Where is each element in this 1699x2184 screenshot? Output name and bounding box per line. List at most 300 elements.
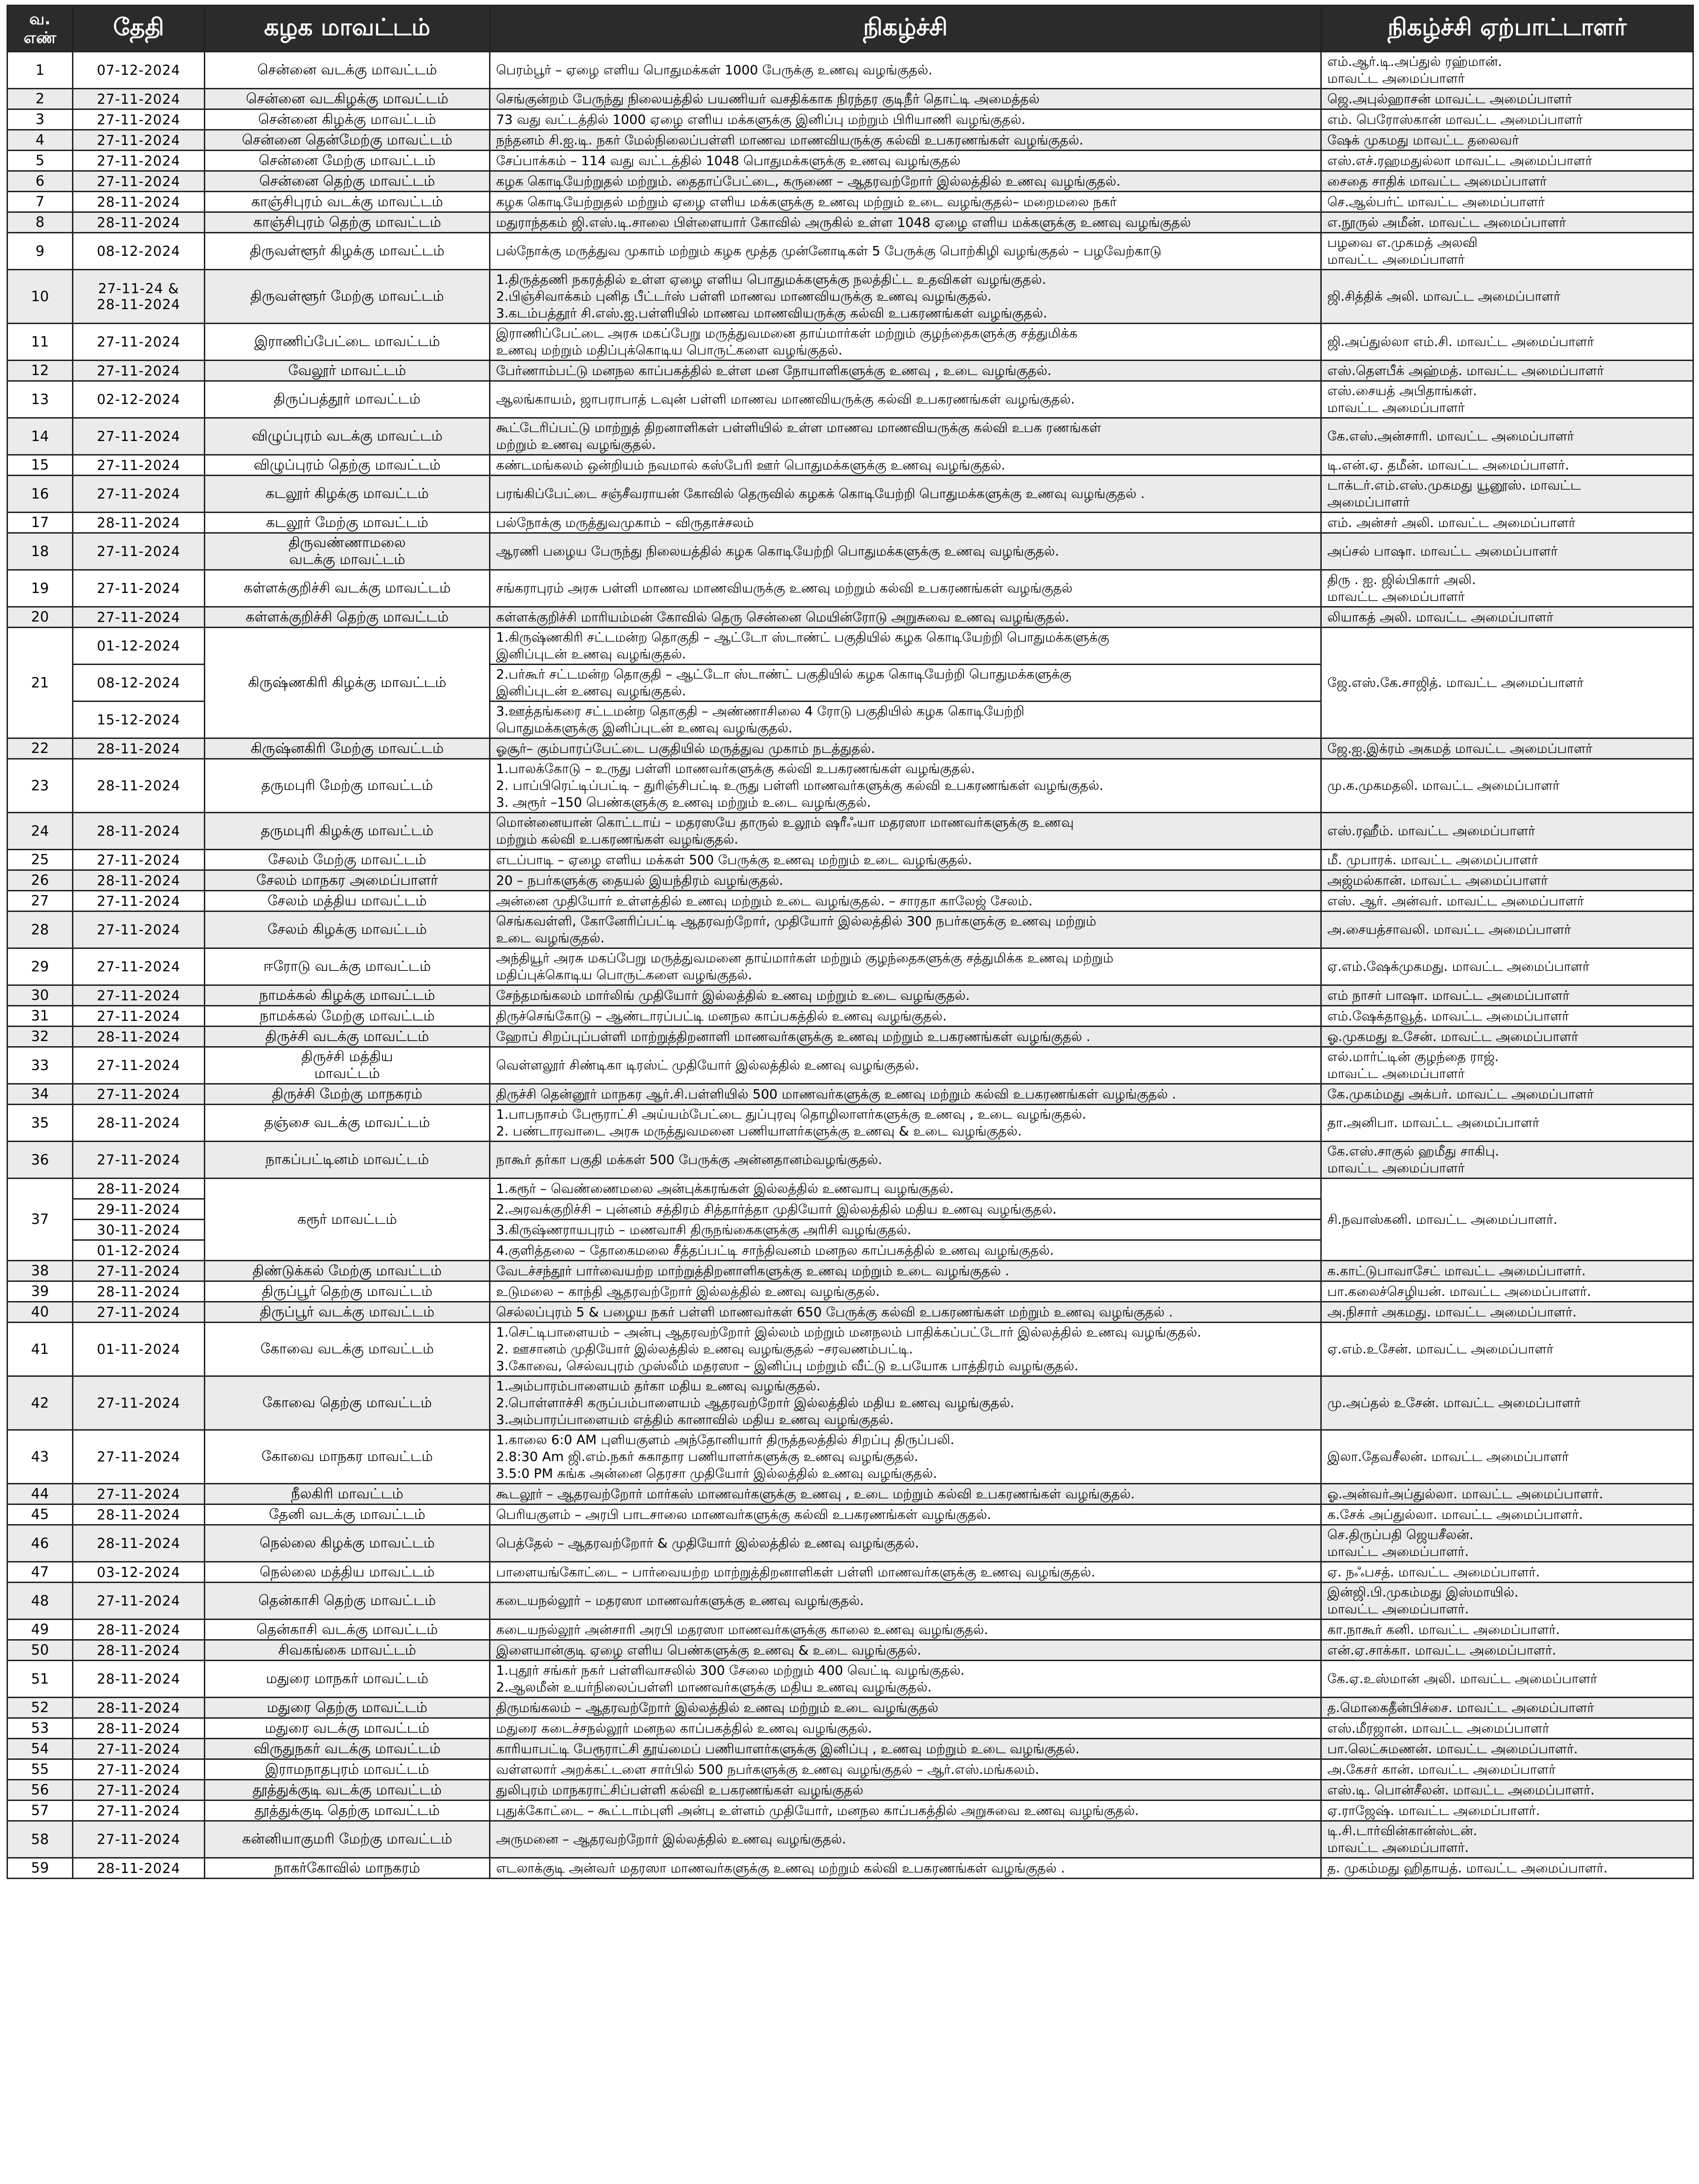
cell-line: திருமங்கலம் – ஆதரவற்றோர் இல்லத்தில் உணவு மற்றும் உடை வழங்குதல் (496, 1699, 938, 1715)
event-date (73, 1620, 205, 1640)
table-row (7, 1179, 1693, 1199)
cell-line: ஏ. நஃபசத். மாவட்ட அமைப்பாளர். (1327, 1564, 1540, 1580)
event-description (490, 738, 1321, 759)
event-description (490, 1240, 1321, 1261)
cell-line: தேனி வடக்கு மாவட்டம் (269, 1506, 425, 1523)
cell-line: எஸ். ஆர். அன்வர். மாவட்ட அமைப்பாளர் (1327, 893, 1584, 909)
cell-line: க.காட்டுபாவாசேட் மாவட்ட அமைப்பாளர். (1327, 1263, 1586, 1279)
table-row (7, 361, 1693, 381)
cell-line: திருப்பத்தூர் மாவட்டம் (274, 391, 421, 407)
cell-line: எம். பெரோஸ்கான் மாவட்ட அமைப்பாளர் (1327, 111, 1583, 127)
cell-line: செங்குன்றம் பேருந்து நிலையத்தில் பயணியர் வசதிக்காக நிரந்தர குடிநீர் தொட்டி அமைத்தல் (496, 91, 1040, 107)
table-row (7, 192, 1693, 212)
district-name (205, 1801, 490, 1821)
event-date (73, 212, 205, 233)
cell-line: எம்.ஆர்.டி.அப்துல் ரஹ்மான். (1327, 54, 1502, 69)
cell-line: எஸ்.ரஹீம். மாவட்ட அமைப்பாளர் (1327, 823, 1535, 839)
cell-line: 27-11-2024 (97, 91, 180, 107)
district-name (205, 1620, 490, 1640)
district-name (205, 1376, 490, 1430)
cell-line: 27-11-2024 (97, 893, 180, 909)
event-date (73, 418, 205, 455)
table-row (7, 1261, 1693, 1281)
table-row (7, 985, 1693, 1006)
cell-line: மற்றும் கல்வி உபகரணங்கள் வழங்குதல். (496, 832, 739, 847)
district-name (205, 570, 490, 607)
cell-line: இளையான்குடி ஏழை எளிய பெண்களுக்கு உணவு & உடை வழங்குதல். (496, 1642, 921, 1658)
event-date (73, 233, 205, 270)
cell-line: நாகப்பட்டினம் மாவட்டம் (265, 1151, 429, 1168)
cell-line: ஏ.ராஜேஷ். மாவட்ட அமைப்பாளர். (1327, 1802, 1540, 1818)
district-name (205, 233, 490, 270)
cell-line: சென்னை வடக்கு மாவட்டம் (257, 62, 437, 78)
cell-line: 3.கடம்பத்தூர் சி.எஸ்.ஐ.பள்ளியில் மாணவ மாணவியருக்கு கல்வி உபகரணங்கள் வழங்குதல். (496, 305, 1047, 321)
row-number: 33 (7, 1047, 73, 1084)
event-date (73, 1698, 205, 1718)
row-number: 9 (7, 233, 73, 270)
cell-line: அமைப்பாளர் (1327, 494, 1410, 510)
cell-line: 27-11-2024 (97, 111, 180, 128)
cell-line: ஏ.எம்.ஷேக்முகமது. மாவட்ட அமைப்பாளர் (1327, 959, 1590, 974)
row-number: 32 (7, 1027, 73, 1047)
row-number: 45 (7, 1504, 73, 1525)
row-number: 41 (7, 1323, 73, 1376)
cell-line: சேலம் கிழக்கு மாவட்டம் (267, 921, 427, 938)
event-organizer (1321, 1430, 1693, 1484)
cell-line: பெரம்பூர் – ஏழை எளிய பொதுமக்கள் 1000 பேருக்கு உணவு வழங்குதல். (496, 62, 933, 78)
event-description (490, 1323, 1321, 1376)
cell-line: பழவை எ.முகமத் அலவி (1327, 235, 1478, 250)
row-number: 40 (7, 1302, 73, 1323)
event-description (490, 665, 1321, 701)
event-description (490, 89, 1321, 109)
table-row (7, 1323, 1693, 1376)
cell-line: கன்னியாகுமரி மேற்கு மாவட்டம் (242, 1831, 453, 1847)
cell-line: 28-11-2024 (97, 514, 180, 531)
row-number: 43 (7, 1430, 73, 1484)
cell-line: சங்கராபுரம் அரசு பள்ளி மாணவ மாணவியருக்கு உணவு மற்றும் கல்வி உபகரணங்கள் வழங்குதல் (496, 580, 1073, 596)
cell-line: 27-11-2024 (97, 457, 180, 473)
event-description (490, 418, 1321, 455)
cell-line: ஆலங்காயம், ஜாபராபாத் டவுன் பள்ளி மாணவ மாணவியருக்கு கல்வி உபகரணங்கள் வழங்குதல். (496, 391, 1075, 407)
cell-line: 3.கிருஷ்ணராயபுரம் – மணவாசி திருநங்கைகளுக்கு அரிசி வழங்குதல். (496, 1222, 912, 1237)
district-name (205, 948, 490, 985)
event-description (490, 1376, 1321, 1430)
cell-line: சேலம் மத்திய மாவட்டம் (267, 892, 427, 909)
cell-line: 2.பொள்ளாச்சி கருப்பம்பாளையம் ஆதரவற்றோர் இல்லத்தில் மதிய உணவு வழங்குதல். (496, 1395, 1015, 1410)
table-row (7, 1006, 1693, 1027)
event-description (490, 813, 1321, 850)
event-organizer (1321, 1323, 1693, 1376)
event-organizer (1321, 607, 1693, 628)
cell-line: செ.ஆல்பர்ட் மாவட்ட அமைப்பாளர் (1327, 194, 1545, 210)
district-name (205, 171, 490, 192)
event-organizer (1321, 1027, 1693, 1047)
cell-line: எஸ்.சையத் அபிதாங்கள். (1327, 383, 1477, 398)
cell-line: 27-11-2024 (97, 922, 180, 938)
row-number: 6 (7, 171, 73, 192)
event-description (490, 1504, 1321, 1525)
cell-line: 27-11-2024 (97, 852, 180, 868)
cell-line: நாமக்கல் மேற்கு மாவட்டம் (259, 1007, 435, 1024)
cell-line: 27-11-2024 (97, 1449, 180, 1465)
cell-line: எம். அன்சர் அலி. மாவட்ட அமைப்பாளர் (1327, 514, 1576, 530)
cell-line: மு.அப்தல் உசேன். மாவட்ட அமைப்பாளர் (1327, 1395, 1581, 1410)
event-description (490, 1484, 1321, 1504)
event-date (73, 109, 205, 130)
cell-line: கள்ளக்குறிச்சி மாரியம்மன் கோவில் தெரு சென்னை மெயின்ரோடு அறுசுவை உணவு வழங்குதல். (496, 609, 1069, 625)
cell-line: திரு . ஐ. ஜில்பிகார் அலி. (1327, 572, 1476, 587)
event-description (490, 1562, 1321, 1583)
table-row (7, 738, 1693, 759)
event-organizer (1321, 870, 1693, 891)
event-organizer (1321, 1780, 1693, 1801)
row-number: 54 (7, 1739, 73, 1759)
district-name (205, 192, 490, 212)
event-description (490, 607, 1321, 628)
cell-line: கூட்டேரிப்பட்டு மாற்றுத் திறனாளிகள் பள்ளியில் உள்ள மாணவ மாணவியருக்கு கல்வி உபக ரணங்கள் (496, 420, 1101, 435)
event-description (490, 628, 1321, 665)
event-organizer (1321, 813, 1693, 850)
cell-line: கே.எஸ்.சாகுல் ஹமீது சாகிபு. (1327, 1143, 1499, 1159)
cell-line: விழுப்புரம் வடக்கு மாவட்டம் (252, 428, 443, 444)
row-number: 22 (7, 738, 73, 759)
event-date (73, 1562, 205, 1583)
district-name (205, 418, 490, 455)
cell-line: 73 வது வட்டத்தில் 1000 ஏழை எளிய மக்களுக்கு இனிப்பு மற்றும் பிரியாணி வழங்குதல். (496, 111, 1026, 127)
event-date (73, 1504, 205, 1525)
event-date (73, 455, 205, 476)
event-description (490, 1801, 1321, 1821)
row-number: 31 (7, 1006, 73, 1027)
cell-line: 2.பர்கூர் சட்டமன்ற தொகுதி – ஆட்டோ ஸ்டாண்ட் பகுதியில் கழக கொடியேற்றி பொதுமக்களுக்கு (496, 666, 1072, 682)
row-number: 8 (7, 212, 73, 233)
cell-line: செங்கவள்ளி, கோனேரிப்பட்டி ஆதரவற்றோர், முதியோர் இல்லத்தில் 300 நபர்களுக்கு உணவு மற்றும் (496, 913, 1096, 929)
cell-line: கண்டமங்கலம் ஒன்றியம் நவமால் கஸ்பேரி ஊர் பொதுமக்களுக்கு உணவு வழங்குதல். (496, 457, 1006, 473)
event-description (490, 1821, 1321, 1858)
table-row (7, 870, 1693, 891)
event-organizer (1321, 891, 1693, 911)
table-row (7, 151, 1693, 171)
event-organizer (1321, 1640, 1693, 1661)
row-number: 37 (7, 1179, 73, 1261)
cell-line: ஆரணி பழைய பேருந்து நிலையத்தில் கழக கொடியேற்றி பொதுமக்களுக்கு உணவு வழங்குதல். (496, 543, 1059, 559)
cell-line: நீலகிரி மாவட்டம் (291, 1485, 403, 1502)
table-row (7, 1620, 1693, 1640)
cell-line: சென்னை வடகிழக்கு மாவட்டம் (245, 90, 448, 107)
table-row (7, 1281, 1693, 1302)
cell-line: எஸ்.தௌபீக் அஹ்மத். மாவட்ட அமைப்பாளர் (1327, 362, 1604, 378)
table-row (7, 607, 1693, 628)
event-description (490, 911, 1321, 948)
event-organizer (1321, 1261, 1693, 1281)
cell-line: மாவட்ட அமைப்பாளர். (1327, 1840, 1469, 1855)
district-name (205, 1261, 490, 1281)
row-number: 27 (7, 891, 73, 911)
cell-line: கோவை வடக்கு மாவட்டம் (260, 1341, 434, 1357)
district-name (205, 850, 490, 870)
cell-line: 1.புதூர் சங்கர் நகர் பள்ளிவாசலில் 300 சேலை மற்றும் 400 வெட்டி வழங்குதல். (496, 1663, 965, 1678)
event-description (490, 850, 1321, 870)
event-date (73, 1484, 205, 1504)
cell-line: எடலாக்குடி அன்வர் மதரஸா மாணவர்களுக்கு உணவு மற்றும் கல்வி உபகரணங்கள் வழங்குதல் . (496, 1860, 1065, 1876)
district-name (205, 109, 490, 130)
cell-line: கோவை தெற்கு மாவட்டம் (262, 1395, 432, 1411)
event-date: 30-11-2024 (73, 1220, 205, 1240)
table-body (7, 52, 1693, 1879)
event-organizer (1321, 1858, 1693, 1879)
district-name (205, 1179, 490, 1261)
row-number: 18 (7, 533, 73, 570)
event-description (490, 759, 1321, 813)
cell-line: உடுமலை – காந்தி ஆதரவற்றோர் இல்லத்தில் உணவு வழங்குதல். (496, 1283, 880, 1299)
cell-line: நெல்லை மத்திய மாவட்டம் (259, 1563, 435, 1580)
cell-line: சென்னை தென்மேற்கு மாவட்டம் (242, 131, 453, 148)
event-organizer (1321, 985, 1693, 1006)
cell-line: ஜெ.அபுல்ஹாசன் மாவட்ட அமைப்பாளர் (1327, 91, 1572, 107)
cell-line: 1.கிருஷ்ணகிரி சட்டமன்ற தொகுதி – ஆட்டோ ஸ்டாண்ட் பகுதியில் கழக கொடியேற்றி பொதுமக்களுக்கு (496, 629, 1109, 645)
cell-line: திருச்சி மேற்கு மாநகரம் (272, 1085, 423, 1102)
cell-line: காஞ்சிபுரம் வடக்கு மாவட்டம் (251, 193, 443, 210)
event-date (73, 1261, 205, 1281)
event-organizer (1321, 212, 1693, 233)
cell-line: 28-11-2024 (97, 1535, 180, 1551)
event-description (490, 1199, 1321, 1220)
event-organizer (1321, 270, 1693, 324)
cell-line: ஈரோடு வடக்கு மாவட்டம் (263, 958, 431, 975)
cell-line: மாவட்ட அமைப்பாளர் (1327, 1066, 1465, 1081)
cell-line: அ.நிசார் அகமது. மாவட்ட அமைப்பாளர். (1327, 1304, 1577, 1320)
cell-line: 1.பாபநாசம் பேரூராட்சி அய்யம்பேட்டை துப்புரவு தொழிலாளர்களுக்கு உணவு , உடை வழங்குதல். (496, 1106, 1087, 1122)
district-name (205, 1583, 490, 1620)
cell-line: எஸ்.டி. பொன்சீலன். மாவட்ட அமைப்பாளர். (1327, 1782, 1595, 1798)
table-row (7, 1376, 1693, 1430)
cell-line: 2. பண்டாரவாடை அரசு மருத்துவமனை பணியாளர்களுக்கு உணவு & உடை வழங்குதல். (496, 1123, 1022, 1139)
table-row (7, 1801, 1693, 1821)
cell-line: 27-11-2024 (97, 132, 180, 148)
event-organizer (1321, 1620, 1693, 1640)
cell-line: அஜ்மல்கான். மாவட்ட அமைப்பாளர் (1327, 872, 1548, 888)
row-number: 4 (7, 130, 73, 151)
row-number: 7 (7, 192, 73, 212)
cell-line: கள்ளக்குறிச்சி வடக்கு மாவட்டம் (244, 580, 451, 596)
event-description (490, 130, 1321, 151)
cell-line: ஷேக் முகமது மாவட்ட தலைவர் (1327, 132, 1519, 148)
cell-line: கடையநல்லூர் அன்சாரி அரபி மதரஸா மாணவர்களுக்கு காலை உணவு வழங்குதல். (496, 1621, 988, 1637)
district-name (205, 1105, 490, 1142)
cell-line: 3.அம்பாரப்பாளையம் எத்திம் கானாவில் மதிய உணவு வழங்குதல். (496, 1412, 894, 1427)
cell-line: திருவள்ளூர் கிழக்கு மாவட்டம் (250, 243, 445, 259)
cell-line: 27-11-2024 (97, 1802, 180, 1819)
cell-line: 27-11-24 & (98, 281, 180, 297)
cell-line: 28-11-2024 (97, 1671, 180, 1687)
table-row (7, 1430, 1693, 1484)
cell-line: உணவு மற்றும் மதிப்புக்கொடிய பொருட்களை வழங்குதல். (496, 342, 842, 358)
table-row (7, 1698, 1693, 1718)
cell-line: 2.பிஞ்சிவாக்கம் புனித பீட்டர்ஸ் பள்ளி மாணவ மாணவியருக்கு உணவு வழங்குதல். (496, 289, 992, 304)
cell-line: கிருஷ்ணகிரி கிழக்கு மாவட்டம் (248, 674, 446, 691)
table-row (7, 1821, 1693, 1858)
event-date: 29-11-2024 (73, 1199, 205, 1220)
cell-line: 20 – நபர்களுக்கு தையல் இயந்திரம் வழங்குதல். (496, 872, 784, 888)
table-row (7, 1525, 1693, 1562)
table-row (7, 1583, 1693, 1620)
event-description (490, 1739, 1321, 1759)
cell-line: இனிப்புடன் உணவு வழங்குதல். (496, 683, 686, 699)
cell-line: 28-11-2024 (97, 872, 180, 889)
event-date (73, 1801, 205, 1821)
cell-line: புதுக்கோட்டை – கூட்டாம்புளி அன்பு உள்ளம் முதியோர், மனநல காப்பகத்தில் அறுசுவை உணவு வழங்குதல். (496, 1802, 1139, 1818)
cell-line: நாமக்கல் கிழக்கு மாவட்டம் (259, 987, 435, 1004)
cell-line: தென்காசி வடக்கு மாவட்டம் (256, 1621, 438, 1638)
event-description (490, 1583, 1321, 1620)
row-number: 11 (7, 324, 73, 361)
district-name (205, 1661, 490, 1698)
table-row (7, 513, 1693, 533)
header-date: தேதி (73, 6, 205, 52)
event-date (73, 850, 205, 870)
cell-line: மாவட்ட அமைப்பாளர் (1327, 71, 1465, 86)
event-organizer (1321, 151, 1693, 171)
cell-line: 27-11-2024 (97, 1395, 180, 1411)
table-row (7, 1718, 1693, 1739)
event-organizer (1321, 130, 1693, 151)
cell-line: ஜி.சித்திக் அலி. மாவட்ட அமைப்பாளர் (1327, 289, 1561, 304)
cell-line: சேலம் மேற்கு மாவட்டம் (268, 851, 426, 868)
event-description (490, 533, 1321, 570)
cell-line: அ.சையத்சாவலி. மாவட்ட அமைப்பாளர் (1327, 922, 1571, 937)
event-organizer (1321, 381, 1693, 418)
district-name (205, 1525, 490, 1562)
table-row (7, 130, 1693, 151)
cell-line: கழக கொடியேற்றுதல் மற்றும் ஏழை எளிய மக்களுக்கு உணவு மற்றும் உடை வழங்குதல்– மறைமலை நகர் (496, 194, 1117, 210)
event-organizer (1321, 850, 1693, 870)
cell-line: கோவை மாநகர மாவட்டம் (261, 1448, 433, 1465)
event-schedule-page (7, 5, 1692, 1879)
district-name (205, 1323, 490, 1376)
event-date (73, 1281, 205, 1302)
cell-line: கா.நாகூர் கனி. மாவட்ட அமைப்பாளர். (1327, 1621, 1560, 1637)
district-name (205, 513, 490, 533)
cell-line: 1.அம்பாரம்பாளையம் தர்கா மதிய உணவு வழங்குதல். (496, 1378, 821, 1394)
cell-line: திருவள்ளூர் மேற்கு மாவட்டம் (250, 288, 444, 304)
cell-line: 27-11-2024 (97, 543, 180, 559)
event-description (490, 1858, 1321, 1879)
event-organizer (1321, 1142, 1693, 1179)
event-date (73, 1640, 205, 1661)
cell-line: நந்தனம் சி.ஐ.டி. நகர் மேல்நிலைப்பள்ளி மாணவ மாணவியருக்கு கல்வி உபகரணங்கள் வழங்குதல். (496, 132, 1084, 148)
event-description (490, 1698, 1321, 1718)
cell-line: திண்டுக்கல் மேற்கு மாவட்டம் (252, 1262, 442, 1279)
cell-line: எஸ்.எச்.ரஹமதுல்லா மாவட்ட அமைப்பாளர் (1327, 152, 1592, 168)
cell-line: திருப்பூர் தெற்கு மாவட்டம் (261, 1283, 433, 1300)
cell-line: பாளையங்கோட்டை – பார்வையற்ற மாற்றுத்திறனாளிகள் பள்ளி மாணவர்களுக்கு உணவு வழங்குதல். (496, 1564, 1095, 1580)
district-name (205, 1780, 490, 1801)
row-number: 29 (7, 948, 73, 985)
cell-line: எல்.மார்ட்டின் குழந்தை ராஜ். (1327, 1049, 1499, 1064)
cell-line: மதுரை தெற்கு மாவட்டம் (266, 1699, 428, 1716)
cell-line: ஜே.ஐ.இக்ரம் அகமத் மாவட்ட அமைப்பாளர் (1327, 740, 1593, 756)
cell-line: 27-11-2024 (97, 1263, 180, 1279)
cell-line: கடையநல்லூர் – மதரஸா மாணவர்களுக்கு உணவு வழங்குதல். (496, 1593, 864, 1608)
event-description (490, 1780, 1321, 1801)
event-date (73, 1739, 205, 1759)
row-number: 15 (7, 455, 73, 476)
cell-line: ஓ.முகமது உசேன். மாவட்ட அமைப்பாளர் (1327, 1028, 1578, 1044)
row-number: 35 (7, 1105, 73, 1142)
table-row (7, 418, 1693, 455)
table-row (7, 891, 1693, 911)
cell-line: 08-12-2024 (97, 243, 180, 259)
event-organizer (1321, 1084, 1693, 1105)
cell-line: பரங்கிப்பேட்டை சஞ்சீவராயன் கோவில் தெருவில் கழகக் கொடியேற்றி பொதுமக்களுக்கு உணவு வழங்குதல் . (496, 486, 1145, 501)
district-name (205, 270, 490, 324)
table-row (7, 533, 1693, 570)
district-name (205, 381, 490, 418)
cell-line: தூத்துக்குடி வடக்கு மாவட்டம் (252, 1781, 442, 1798)
event-organizer (1321, 192, 1693, 212)
event-organizer (1321, 52, 1693, 89)
table-row (7, 1780, 1693, 1801)
cell-line: மாவட்ட அமைப்பாளர் (1327, 1160, 1465, 1176)
row-number: 56 (7, 1780, 73, 1801)
district-name (205, 1142, 490, 1179)
cell-line: மாவட்ட அமைப்பாளர் (1327, 252, 1465, 267)
cell-line: லியாகத் அலி. மாவட்ட அமைப்பாளர் (1327, 609, 1554, 625)
event-organizer (1321, 1105, 1693, 1142)
event-description (490, 192, 1321, 212)
cell-line: ஜி.அப்துல்லா எம்.சி. மாவட்ட அமைப்பாளர் (1327, 334, 1594, 349)
cell-line: துலிபுரம் மாநகராட்சிப்பள்ளி கல்வி உபகரணங்கள் வழங்குதல் (496, 1782, 864, 1798)
event-organizer (1321, 1504, 1693, 1525)
cell-line: 27-11-2024 (97, 1008, 180, 1024)
event-description (490, 324, 1321, 361)
row-number: 55 (7, 1759, 73, 1780)
cell-line: 27-11-2024 (97, 362, 180, 379)
cell-line: கே.எஸ்.அன்சாரி. மாவட்ட அமைப்பாளர் (1327, 428, 1574, 444)
event-date (73, 1583, 205, 1620)
cell-line: திருச்சி தென்னூர் மாநகர ஆர்.சி.பள்ளியில் 500 மாணவர்களுக்கு உணவு மற்றும் கல்வி உபகரணங்கள் வழங்குதல் . (496, 1086, 1176, 1102)
event-date (73, 52, 205, 89)
row-number: 50 (7, 1640, 73, 1661)
table-row (7, 455, 1693, 476)
event-organizer (1321, 1801, 1693, 1821)
cell-line: திருச்சி வடக்கு மாவட்டம் (265, 1028, 429, 1045)
cell-line: 27-11-2024 (97, 334, 180, 350)
event-date: 15-12-2024 (73, 701, 205, 738)
row-number: 34 (7, 1084, 73, 1105)
event-organizer (1321, 1562, 1693, 1583)
event-date (73, 870, 205, 891)
event-date: 28-11-2024 (73, 1179, 205, 1199)
event-organizer (1321, 1281, 1693, 1302)
cell-line: அந்தியூர் அரசு மகப்பேறு மருத்துவமனை தாய்மார்கள் மற்றும் குழந்தைகளுக்கு சத்துமிக்க உணவு மற்றும் (496, 950, 1114, 966)
event-description (490, 52, 1321, 89)
cell-line: 27-11-2024 (97, 486, 180, 502)
event-organizer (1321, 948, 1693, 985)
row-number: 59 (7, 1858, 73, 1879)
cell-line: கே.ஏ.உஸ்மான் அலி. மாவட்ட அமைப்பாளர் (1327, 1671, 1598, 1686)
event-organizer (1321, 1047, 1693, 1084)
cell-line: 28-11-2024 (97, 297, 180, 312)
event-organizer (1321, 171, 1693, 192)
row-number: 19 (7, 570, 73, 607)
cell-line: 27-11-2024 (97, 959, 180, 975)
table-row (7, 1047, 1693, 1084)
event-date (73, 948, 205, 985)
event-organizer (1321, 738, 1693, 759)
district-name (205, 1484, 490, 1504)
